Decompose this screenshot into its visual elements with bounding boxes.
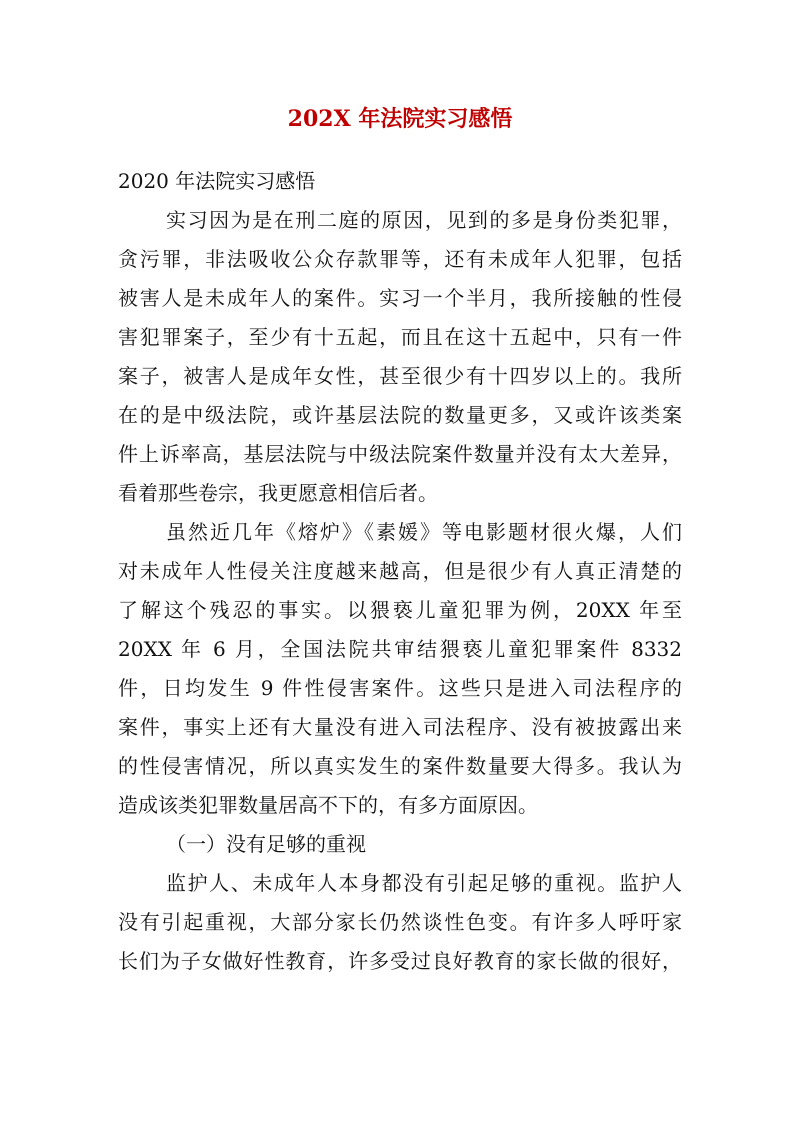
body-line-7: 件上诉率高，基层法院与中级法院案件数量并没有太大差异， bbox=[118, 442, 682, 466]
body-line-9: 虽然近几年《熔炉》《素媛》等电影题材很火爆，人们 bbox=[166, 520, 682, 544]
body-line-5: 案子，被害人是成年女性，甚至很少有十四岁以上的。我所 bbox=[118, 364, 682, 388]
body-line-8: 看着那些卷宗，我更愿意相信后者。 bbox=[118, 481, 438, 505]
body-line-10: 对未成年人性侵关注度越来越高，但是很少有人真正清楚的 bbox=[118, 559, 682, 583]
body-line-15: 的性侵害情况，所以真实发生的案件数量要大得多。我认为 bbox=[118, 754, 682, 778]
document-title: 202X 年法院实习感悟 bbox=[287, 106, 513, 132]
body-line-4: 害犯罪案子，至少有十五起，而且在这十五起中，只有一件 bbox=[118, 325, 682, 349]
body-line-11: 了解这个残忍的事实。以猥亵儿童犯罪为例，20XX 年至 bbox=[118, 598, 682, 622]
body-line-2: 贪污罪，非法吸收公众存款罪等，还有未成年人犯罪，包括 bbox=[118, 247, 682, 271]
body-line-19: 没有引起重视，大部分家长仍然谈性色变。有许多人呼吁家 bbox=[118, 910, 682, 934]
body-line-6: 在的是中级法院，或许基层法院的数量更多，又或许该类案 bbox=[118, 403, 682, 427]
document-subtitle: 2020 年法院实习感悟 bbox=[118, 169, 316, 193]
body-line-13: 件，日均发生 9 件性侵害案件。这些只是进入司法程序的 bbox=[118, 676, 682, 700]
body-line-18: 监护人、未成年人本身都没有引起足够的重视。监护人 bbox=[166, 871, 682, 895]
body-line-12: 20XX 年 6 月，全国法院共审结猥亵儿童犯罪案件 8332 bbox=[118, 637, 682, 661]
body-line-1: 实习因为是在刑二庭的原因，见到的多是身份类犯罪， bbox=[166, 208, 682, 232]
body-line-14: 案件，事实上还有大量没有进入司法程序、没有被披露出来 bbox=[118, 715, 682, 739]
body-line-16: 造成该类犯罪数量居高不下的，有多方面原因。 bbox=[118, 793, 538, 817]
body-line-20: 长们为子女做好性教育，许多受过良好教育的家长做的很好， bbox=[118, 949, 682, 973]
body-line-3: 被害人是未成年人的案件。实习一个半月，我所接触的性侵 bbox=[118, 286, 682, 310]
section-heading: （一）没有足够的重视 bbox=[166, 832, 366, 856]
